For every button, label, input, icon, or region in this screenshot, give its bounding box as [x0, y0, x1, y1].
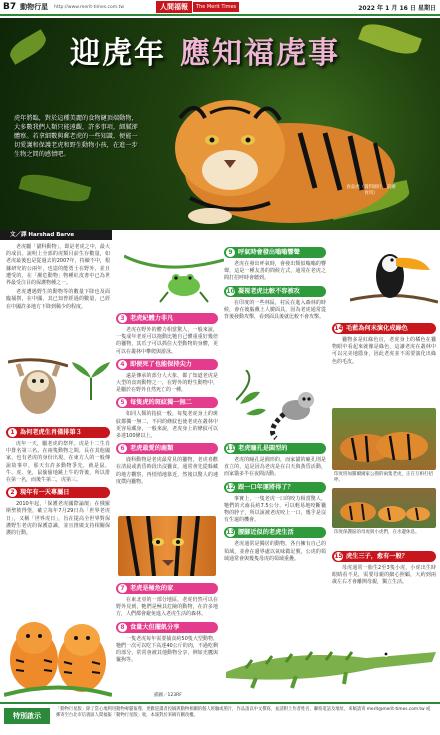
section-heading-1: [6, 427, 110, 438]
column-2: [116, 310, 218, 488]
toucan-illustration: [350, 240, 438, 318]
section-number: 3: [118, 314, 127, 323]
section-heading-2: [6, 487, 110, 498]
section-number: 14: [334, 324, 343, 332]
paragraph: 老虎遭遇野生的動物等的數量下降也及面臨捕撈，在中國，其已知曾經過的數量，已經在中國許多地方下降到稀少的程度。: [6, 289, 110, 310]
paragraph: 遠是傳承的部分人大象，都了知道老虎是大型的食肉動物之一，在野外的野生動物中，是屬於在野外自然死亡的一種。: [116, 372, 218, 394]
section-heading-11: [224, 443, 326, 454]
byline: 文／譯 Harshad Barve: [0, 230, 112, 240]
section-heading-5: [116, 397, 218, 408]
section-heading-12: [224, 482, 326, 493]
section-title: 現年有一天專屬日: [20, 489, 70, 497]
section-number: 9: [226, 248, 235, 257]
caption-tigers-pair: 印度班加羅爾國家公園的兩隻老虎，正在互相打招呼。: [334, 472, 433, 483]
section-title: 虎生三子，愈有一般？: [346, 552, 408, 560]
section-number: 5: [118, 398, 127, 407]
section-title: 老虎最愛的鹿類: [130, 445, 174, 453]
notice-tag: 特別啟示: [4, 708, 50, 724]
tiger-face-photo: [118, 516, 216, 576]
section-title: 老虎紀體力非凡: [130, 314, 174, 322]
cubs-shape: [332, 488, 436, 528]
section-number: 8: [118, 623, 127, 632]
title-part-1: 迎虎年: [70, 36, 166, 71]
section-title: 為何老虎生肖僅排第３: [20, 428, 82, 436]
section-heading-7: [116, 583, 218, 594]
section-heading-6: [116, 443, 218, 454]
two-tigers-photo: [332, 408, 436, 470]
palm-leaf-illustration: [72, 360, 110, 400]
cartoon-tigers-illustration: [4, 600, 112, 698]
notice-text: 「動物行星版」除了當心地利用動物專題報導，更歡迎讀者投稿與動物相關的個人經驗或照片，作品請以中文撰寫，並請附上作者姓名、聯絡電話及地址，來稿請寄 merit@merit-times.com.tw 或郵寄至台北市信義區人間福報「動物行星版」收，本報對於來稿有刪改權。: [56, 707, 431, 718]
section-title: 每隻虎的斑紋獨一無二: [130, 399, 192, 407]
lemur-illustration: [236, 370, 324, 440]
paragraph: 事實上，一隻老虎一口的咬力相當驚人，牠們的犬齒長約7.5公分，可以輕易地咬斷獵物的脖子，所以說被老虎咬上一口，幾乎是沒有生還的機會。: [224, 495, 326, 524]
section-title: 呼氣時會發出嗡嗡響聲: [238, 248, 300, 256]
paragraph: 老虎通常是獨居的動物，各自擁有自己的領域，並會在邊界處以氣味做記號，公虎的領域通常會與幾隻母虎的領域重疊。: [224, 541, 326, 562]
section-heading-9: [224, 247, 326, 258]
paragraph: 老虎的瞳孔是圓形的，而家貓的瞳孔則是直立的，這是因為老虎是在白天與黃昏活動，而家貓多半在夜間活動。: [224, 457, 326, 478]
leaf-decoration: [358, 18, 422, 59]
section-number: 7: [118, 584, 127, 593]
paragraph: 如同人類的指紋一般，每隻老虎身上的斑紋都獨一無二，不同的條紋也使老虎在叢林中更容易藏身，一般來說，老虎身上的條紋可以多達100條以上。: [116, 411, 218, 440]
crocodile-illustration: [226, 632, 438, 690]
section-title: 跟一口年運將得了？: [238, 483, 294, 491]
site-url[interactable]: http://www.merit-times.com.tw: [54, 4, 125, 10]
section-name: 動物行星: [20, 3, 49, 11]
section-heading-3: [116, 313, 218, 324]
leaf-decoration: [6, 29, 50, 65]
paragraph: 老虎屬「貓科動物」，即是老虎之中，最大的成員。說明上全部的虎類目前生存數量，如老虎最後也是從過去的2007年，持續不中，根據研究的公兩年，也造的能勇士在野外，並且遭受的，在「瀕危動物」物種紅皮書中已為世界最受注目的保護物種之一。: [6, 244, 110, 287]
paragraph: 一隻老虎每年需要捕食約50隻大型動物，牠們一次可以吃下高達40公斤的肉，不過吃剩的部分，常常會被其他動物分享，例如禿鷹與鬣狗等。: [116, 635, 218, 664]
section-number: 11: [226, 444, 235, 452]
tiger-photo: [150, 78, 400, 228]
page-number: B7: [3, 2, 17, 12]
paragraph: 2010年起，「保護老虎國際論壇」在俄羅斯聖彼得堡，確立每年7月29日為「世界老虎日」，又稱「世界虎日」，旨在提高全世界對保護野生老虎的保護意識，並且推廣支持相關保護的行動。: [6, 501, 110, 537]
paragraph: 在印度的一些林區，村民在進入森林的時候，會在後腦戴上人臉面具，因為老虎通常從背後發動攻擊，看到面具後就比較不會攻擊。: [224, 299, 326, 321]
tigers-shape: [332, 408, 436, 470]
newspaper-logo-en: The Merit Times: [193, 2, 239, 12]
column-3b: [224, 440, 326, 565]
column-2b: [116, 580, 218, 666]
column-3: [224, 244, 326, 323]
hero-intro: 虎年將臨，對於這種美麗的食物鏈頂端動物，大多數我們人類只能遠觀，許多事項，細膩卻體察。若拿細數與郵老虎的一些知識，便能一切愛護和保護老虎和野生動物小孩，在進一步生物之間的感情吧。: [14, 115, 138, 158]
section-number: 15: [334, 552, 343, 560]
tiger-cubs-photo: [332, 488, 436, 528]
section-number: 13: [226, 529, 235, 537]
column-1: [6, 244, 110, 313]
column-4b: [332, 548, 436, 589]
section-heading-4: [116, 359, 218, 370]
paragraph: 虎年一天，屬老虎的祭拜。虎是十二生肖中排名第三名。在兩隻動物之間，長在其他國家，也有老虎的身份出現，在東方人的一般傳說故事中，那天有許多動物爭先，就是鼠、牛、虎、免，鼠偷偷地跳上牛的背後，所以排在第一名，而後牛第二，虎第三。: [6, 441, 110, 484]
section-title: 即便死了也能保持尖力: [130, 360, 192, 368]
title-part-2: 應知福虎事: [180, 36, 340, 71]
leaf-decoration: [19, 169, 92, 206]
illustrator-credit: 插圖／123RF: [154, 693, 182, 698]
column-4: [332, 320, 436, 368]
section-title: 腰腳近似的老虎生活: [238, 529, 294, 537]
page-header: [0, 0, 440, 16]
section-heading-14: [332, 323, 436, 334]
section-number: 6: [118, 444, 127, 453]
section-number: 10: [226, 287, 235, 295]
tiger-stripes: [118, 516, 216, 576]
section-number: 2: [8, 488, 17, 497]
section-title: 老虎是極危的家: [130, 584, 174, 592]
paragraph: 獵物多是紅綠色盲，老虎身上的橘色在獵物眼中看起來就像是綠色，這讓老虎在叢林中可以完美地隱身，因此老虎並不需要演化出綠色的毛皮。: [332, 337, 436, 365]
section-heading-15: [332, 551, 436, 562]
paragraph: 母虎通常一胎生2至3隻小虎，小虎出生時眼睛看不見，需要母親的細心照顧，大約到兩歲左右才會離開母親，獨立生活。: [332, 565, 436, 586]
frog-illustration: [124, 246, 224, 308]
newspaper-logo: 人間福報: [156, 1, 192, 13]
sloth-illustration: [8, 356, 68, 418]
hero-title: [70, 28, 340, 72]
section-title: 凝視老虎比較不容被攻: [238, 287, 300, 295]
section-heading-13: [224, 527, 326, 538]
section-heading-8: [116, 622, 218, 633]
issue-date: 2022 年 1 月 16 日 星期日: [358, 4, 436, 12]
section-number: 4: [118, 360, 127, 369]
footer-notice: [0, 702, 440, 735]
caption-cubs: 印度保護區的母虎與小虎們，在水邊休息。: [334, 530, 420, 535]
paragraph: 在東北亞的一部分地區，老虎仍然可以在野外見到，牠們是極其危險的動物，在許多地方，人們都會避免進入老虎生活的森林。: [116, 597, 218, 618]
paragraph: 老虎在發出呼氣時，會發出類似嗡嗡的響聲，這是一種友善的問候方式，通常在老虎之間打招呼時會聽到。: [224, 261, 326, 282]
section-title: 老虎瞳孔是圓型的: [238, 444, 288, 452]
paragraph: 老虎在野外的體力相當驚人，一般來說，一隻成年老虎可以拖動比牠自己體重重好幾倍的獵物，其爪子可以抓住大型動物的身體，更可以在叢林中攀爬與游泳。: [116, 327, 218, 355]
section-title: 毛藍為何未演化成綠色: [346, 324, 408, 332]
section-number: 1: [8, 428, 17, 437]
section-heading-10: [224, 286, 326, 297]
photo-credit: 食品虎（資料圖片，前繪食用）: [346, 185, 396, 196]
section-number: 12: [226, 483, 235, 491]
column-1b: [6, 424, 110, 539]
section-title: 食量大但擺飢分享: [130, 623, 180, 631]
hero-banner: [0, 18, 440, 230]
paragraph: 鹿科動物是老虎最常見的獵物，老虎喜歡在清晨或黃昏時段出沒獵食，通常會先從躲藏的地方觀察，再悄悄地靠近，然後以驚人的速度撲向獵物。: [116, 457, 218, 485]
